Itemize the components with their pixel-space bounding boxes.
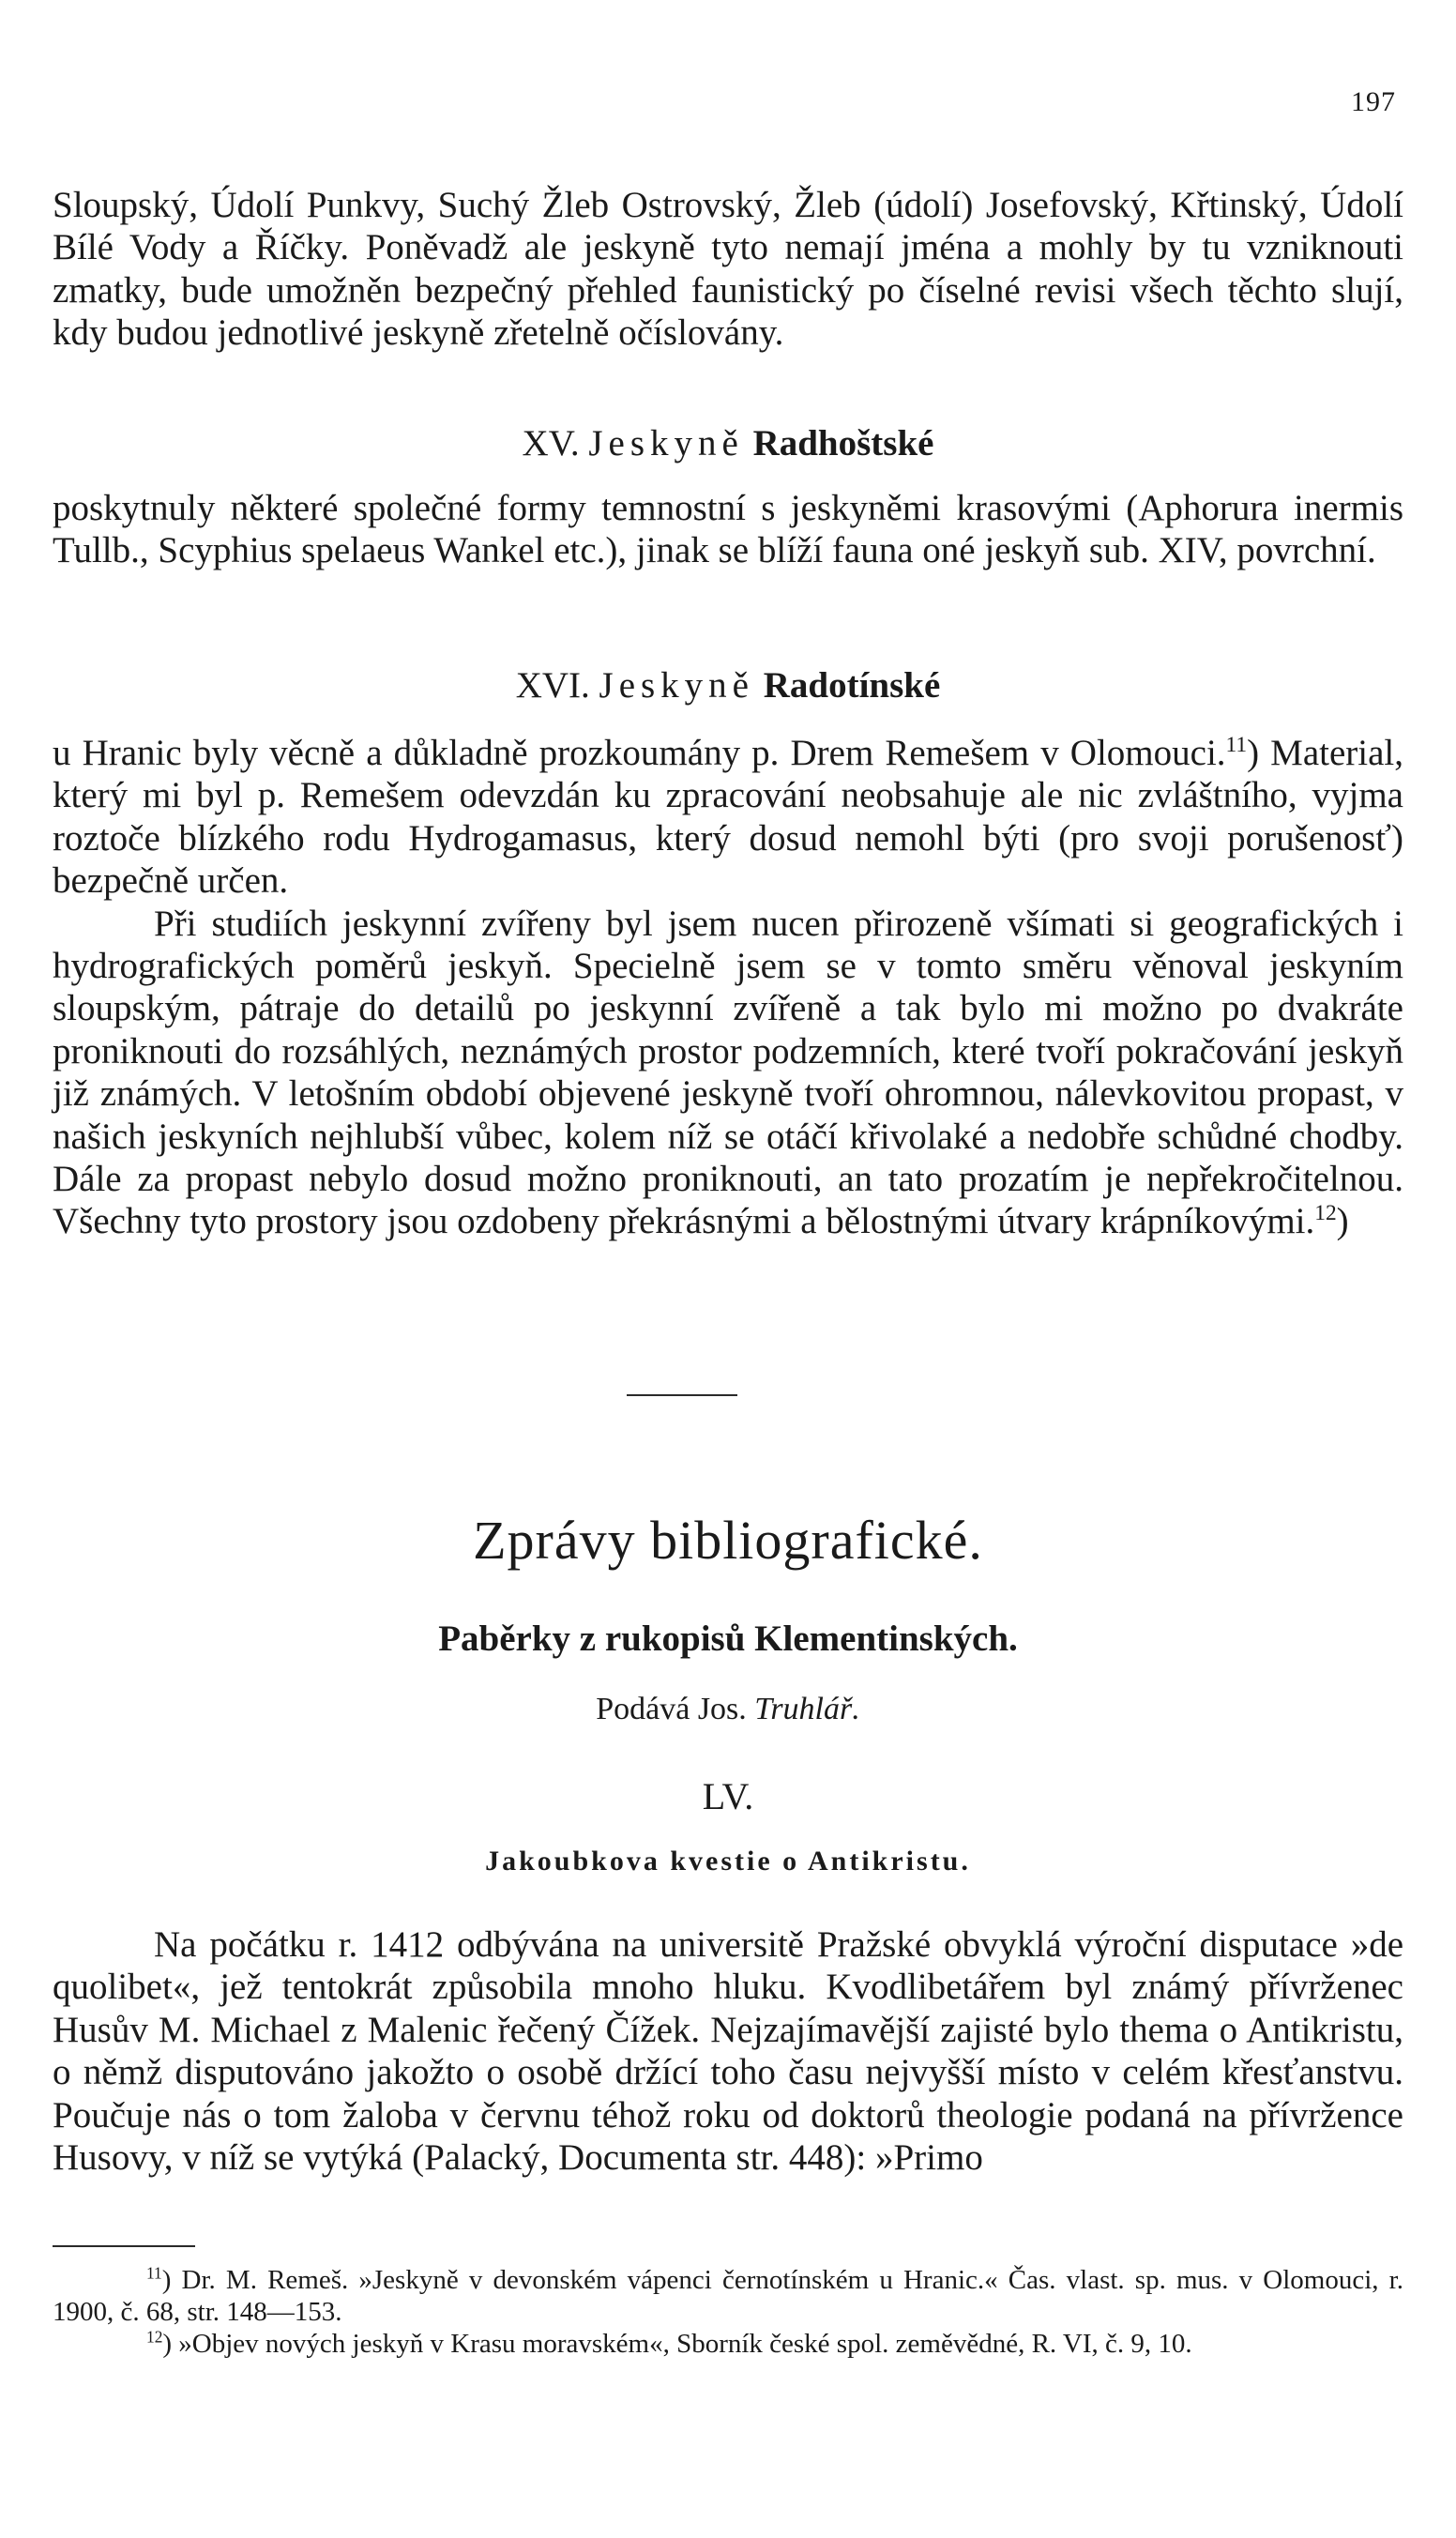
article-title: Jakoubkova kvestie o Antikristu. bbox=[485, 1846, 971, 1877]
paragraph-text: Sloupský, Údolí Punkvy, Suchý Žleb Ostrovský, Žleb (údolí) Josefovský, Křtinský, Údolí Bílé Vody a Říčky. Poněvadž ale jeskyně tyto nemají jména a mohly by tu vzniknouti zmatky, bude umožněn bezpečný přehled faunistický po číselné revisi všech těchto slují, kdy budou jednotlivé jeskyně zřetelně očíslovány. bbox=[53, 185, 1403, 354]
footnote-text: ) Dr. M. Remeš. »Jeskyně v devonském vápenci černotínském u Hranic.« Čas. vlast. sp. mus. v Olomouci, r. 1900, č. 68, str. 148—153. bbox=[53, 2265, 1403, 2327]
page-number: 197 bbox=[1351, 86, 1396, 117]
section-numeral: XV. bbox=[522, 423, 580, 464]
section-heading-xvi bbox=[0, 664, 1456, 707]
section-xv-body bbox=[53, 487, 1403, 572]
section-name: Radotínské bbox=[763, 665, 941, 706]
section-heading-xv bbox=[0, 422, 1456, 464]
byline-author: Truhlář. bbox=[754, 1692, 860, 1726]
footnote-rule bbox=[53, 2245, 195, 2247]
footnote bbox=[53, 2328, 1403, 2360]
subtitle: Paběrky z rukopisů Klementinských. bbox=[438, 1619, 1018, 1659]
section-word: Jeskyně bbox=[599, 665, 754, 706]
footnote-text: ) »Objev nových jeskyň v Krasu moravském«, Sborník české spol. zeměvědné, R. VI, č. 9, 10. bbox=[162, 2329, 1192, 2359]
part-numeral: LV. bbox=[702, 1775, 754, 1817]
footnote bbox=[53, 2264, 1403, 2328]
separator-rule bbox=[627, 1394, 737, 1396]
footnote-ref-12: 12 bbox=[1314, 1201, 1337, 1226]
section-xvi-body bbox=[53, 732, 1403, 1243]
paragraph-1 bbox=[53, 732, 1403, 903]
footnotes bbox=[53, 2264, 1403, 2360]
continuation-paragraph bbox=[53, 184, 1403, 355]
paragraph-text: ) bbox=[1336, 1201, 1349, 1242]
byline bbox=[0, 1692, 1456, 1727]
paragraph-text: Na počátku r. 1412 odbývána na universitě Pražské obvyklá výroční disputace »de quolibet«, jež tentokrát způsobila mnoho hluku. Kvodlibetářem byl známý přívrženec Husův M. Michael z Malenic řečený Čížek. Nejzajímavější zajisté bylo thema o Antikristu, o němž disputováno jakožto o osobě držící toho času nejvyšší místo v celém křesťanstvu. Poučuje nás o tom žaloba v červnu téhož roku od doktorů theologie podaná na přívržence Husovy, v níž se vytýká (Palacký, Documenta str. 448): »Primo bbox=[53, 1924, 1403, 2179]
section-numeral: XVI. bbox=[515, 665, 590, 706]
paragraph-text: poskytnuly některé společné formy temnostní s jeskyněmi krasovými (Aphorura inermis Tullb., Scyphius spelaeus Wankel etc.), jinak se blíží fauna oné jeskyň sub. XIV, povrchní. bbox=[53, 488, 1403, 571]
paragraph-2 bbox=[53, 903, 1403, 1243]
section-title: Zprávy bibliografické. bbox=[473, 1510, 983, 1571]
article-body bbox=[53, 1923, 1403, 2179]
section-name: Radhoštské bbox=[752, 423, 934, 464]
byline-label: Podává Jos. bbox=[596, 1692, 747, 1726]
footnote-mark: 11 bbox=[146, 2263, 162, 2283]
footnote-mark: 12 bbox=[146, 2327, 163, 2347]
paragraph-text: ) Material, který mi byl p. Remešem odevzdán ku zpracování neobsahuje ale nic zvláštního, vyjma roztoče blízkého rodu Hydrogamasus, který dosud nemohl býti (pro svoji porušenosť) bezpečně určen. bbox=[53, 733, 1403, 902]
section-word: Jeskyně bbox=[588, 423, 744, 464]
paragraph-text: Při studiích jeskynní zvířeny byl jsem nucen přirozeně všímati si geografických i hydrografických poměrů jeskyň. Specielně jsem se v tomto směru věnoval jeskyním sloupským, pátraje do detailů po jeskynní zvířeně a tak bylo mi možno po dvakráte proniknouti do rozsáhlých, neznámých prostor podzemních, které tvoří pokračování jeskyň již známých. V letošním období objevené jeskyně tvoří ohromnou, nálevkovitou propast, v našich jeskyních nejhlubší vůbec, kolem níž se otáčí křivolaké a nedobře schůdné chodby. Dále za propast nebylo dosud možno proniknouti, an tato prozatím je nepřekročitelnou. Všechny tyto prostory jsou ozdobeny překrásnými a bělostnými útvary krápníkovými. bbox=[53, 903, 1403, 1242]
footnote-ref-11: 11 bbox=[1225, 733, 1248, 757]
paragraph-text: u Hranic byly věcně a důkladně prozkoumány p. Drem Remešem v Olomouci. bbox=[53, 733, 1226, 773]
